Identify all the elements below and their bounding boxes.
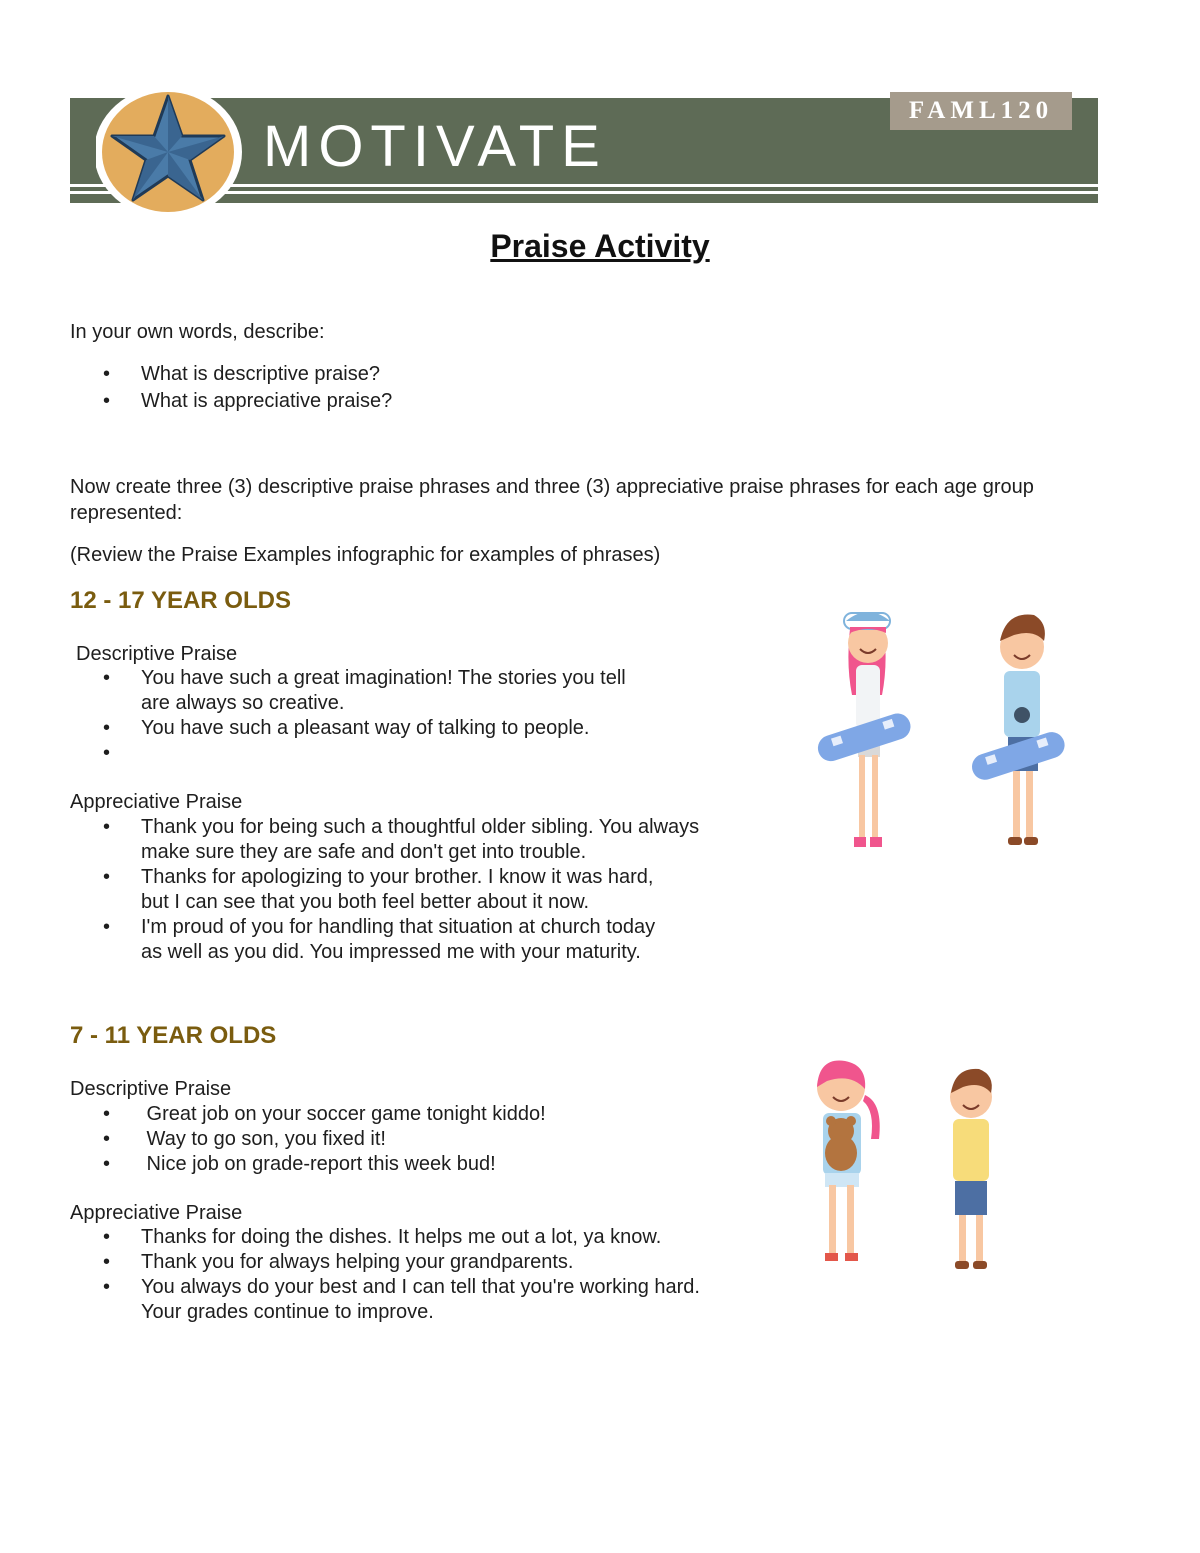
list-item: • What is descriptive praise? <box>103 363 380 385</box>
appreciative-list <box>70 815 699 965</box>
list-item: • Thanks for doing the dishes. It helps me out a lot, ya know. <box>103 1226 662 1248</box>
section-heading: 7 - 11 YEAR OLDS <box>70 1022 277 1049</box>
list-item: • What is appreciative praise? <box>103 390 393 412</box>
list-item: • Nice job on grade-report this week bud! <box>103 1153 496 1175</box>
list-item: • Thank you for always helping your grandparents. <box>103 1251 574 1273</box>
list-item: • Way to go son, you fixed it! <box>103 1128 386 1150</box>
bullet-icon: • <box>103 390 111 412</box>
list-item: • Thanks for apologizing to your brother. I know it was hard, but I can see that you both feel better about it now. <box>103 866 654 913</box>
appreciative-label: Appreciative Praise <box>70 791 243 813</box>
list-item: • You have such a pleasant way of talking to people. <box>103 717 590 739</box>
young-boy-figure <box>950 1069 992 1269</box>
descriptive-list <box>70 666 626 766</box>
list-item: • You always do your best and I can tell that you're working hard. Your grades continue to improve. <box>103 1276 700 1323</box>
kids-illustration <box>805 1055 1015 1280</box>
list-item: • I'm proud of you for handling that situation at church today as well as you did. You impressed me with your maturity. <box>103 916 656 963</box>
appreciative-list <box>70 1225 700 1325</box>
teen-girl-figure <box>815 612 914 847</box>
descriptive-label: Descriptive Praise <box>70 1078 232 1100</box>
list-item: • Great job on your soccer game tonight kiddo! <box>103 1103 546 1125</box>
descriptive-list <box>70 1102 546 1177</box>
descriptive-label: Descriptive Praise <box>76 643 238 665</box>
course-code: FAML120 <box>908 97 1054 124</box>
page-title: Praise Activity <box>490 228 710 264</box>
banner-title: MOTIVATE <box>263 114 607 179</box>
question-list <box>70 362 392 414</box>
intro-prompt: In your own words, describe: <box>70 321 325 343</box>
instructions: Now create three (3) descriptive praise phrases and three (3) appreciative praise phrases for each age group represented: <box>70 476 1034 524</box>
young-girl-figure <box>817 1061 880 1261</box>
star-logo-icon <box>96 84 246 220</box>
list-item: • Thank you for being such a thoughtful older sibling. You always make sure they are safe and don't get into trouble. <box>103 816 700 863</box>
review-note: (Review the Praise Examples infographic for examples of phrases) <box>70 544 661 566</box>
list-item: • You have such a great imagination! The stories you tell are always so creative. <box>103 667 626 714</box>
bullet-icon: • <box>103 363 111 385</box>
list-item: • <box>103 742 111 764</box>
section-heading: 12 - 17 YEAR OLDS <box>70 587 291 614</box>
teens-skateboard-illustration <box>810 605 1080 865</box>
teen-boy-figure <box>969 615 1068 845</box>
appreciative-label: Appreciative Praise <box>70 1202 243 1224</box>
